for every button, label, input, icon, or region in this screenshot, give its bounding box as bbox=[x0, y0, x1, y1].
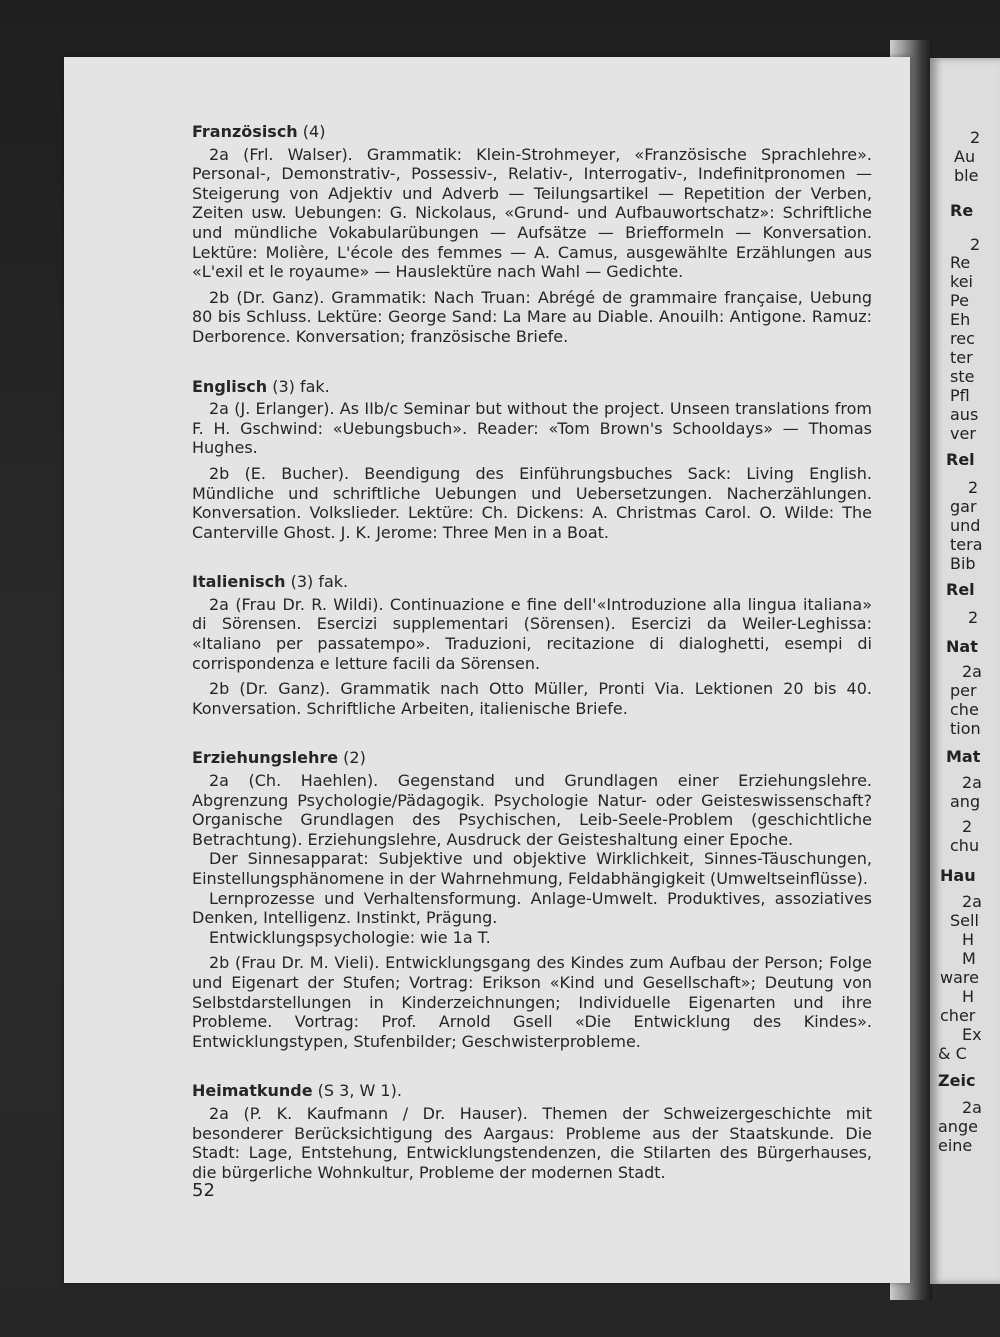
facing-page-fragment: Zeic bbox=[938, 1071, 976, 1090]
facing-page-fragment: 2a bbox=[962, 662, 982, 681]
page-number: 52 bbox=[192, 1180, 215, 1201]
facing-page-fragment: 2a bbox=[962, 1098, 982, 1117]
facing-page-fragment: kei bbox=[950, 272, 973, 291]
facing-page-fragment: tion bbox=[950, 719, 981, 738]
facing-page-fragment: H bbox=[962, 987, 975, 1006]
facing-page-fragment: H bbox=[962, 930, 975, 949]
section-franzoesisch bbox=[192, 122, 872, 347]
section-title: Italienisch bbox=[192, 572, 286, 592]
section-title: Erziehungslehre bbox=[192, 748, 339, 768]
facing-page-fragment: 2 bbox=[970, 235, 981, 254]
facing-page-fragment: Hau bbox=[940, 866, 976, 885]
facing-page-fragment: ste bbox=[950, 367, 975, 386]
facing-page-fragment: cher bbox=[940, 1006, 976, 1025]
paragraph: 2a (Ch. Haehlen). Gegenstand und Grundlagen einer Erziehungslehre. Abgrenzung Psychologie/Pädagogik. Psychologie Natur- oder Geisteswissenschaft? Organische Grundlagen des Psychischen, Leib-Seele-Problem (geschichtliche Betrachtung). Erziehungslehre, Ausdruck der Geisteshaltung einer Epoche. bbox=[192, 771, 872, 849]
section-englisch bbox=[192, 377, 872, 543]
facing-page-fragment: 2 bbox=[962, 817, 973, 836]
facing-page-fragment: ang bbox=[950, 792, 981, 811]
facing-page-fragment: Ex bbox=[962, 1025, 982, 1044]
section-hours: (3) fak. bbox=[267, 376, 330, 396]
section-hours: (S 3, W 1). bbox=[312, 1081, 402, 1101]
paragraph: 2a (J. Erlanger). As IIb/c Seminar but without the project. Unseen translations from F. H. Gschwind: «Uebungsbuch». Reader: «Tom Brown's Schooldays» — Thomas Hughes. bbox=[192, 399, 872, 458]
facing-page-fragment: gar bbox=[950, 497, 977, 516]
facing-page-fragment: eine bbox=[938, 1136, 973, 1155]
paragraph: 2b (Dr. Ganz). Grammatik: Nach Truan: Abrégé de grammaire française, Uebung 80 bis Schluss. Lektüre: George Sand: La Mare au Diable. Anouilh: Antigone. Ramuz: Derborence. Konversation; französische Briefe. bbox=[192, 287, 872, 346]
section-hours: (3) fak. bbox=[285, 572, 349, 592]
facing-page-fragment: tera bbox=[950, 535, 983, 554]
facing-page-fragment: chu bbox=[950, 836, 980, 855]
facing-page-fragment: Au bbox=[954, 147, 976, 166]
facing-page-fragment: 2a bbox=[962, 773, 982, 792]
facing-page-fragment: und bbox=[950, 516, 981, 535]
facing-page-fragment: aus bbox=[950, 405, 979, 424]
paragraph: 2a (P. K. Kaufmann / Dr. Hauser). Themen der Schweizergeschichte mit besonderer Berücksichtigung des Aargaus: Probleme aus der Staatskunde. Die Stadt: Lage, Entstehung, Entwicklungstendenzen, die Stilarten des Bürgerhauses, die bürgerliche Wohnkultur, Probleme der modernen Stadt. bbox=[192, 1103, 872, 1182]
facing-page-fragment: Eh bbox=[950, 310, 971, 329]
facing-page-fragment: per bbox=[950, 681, 977, 700]
facing-page-fragment: 2a bbox=[962, 892, 982, 911]
facing-page-fragment: ter bbox=[950, 348, 973, 367]
paragraph: 2b (E. Bucher). Beendigung des Einführungsbuches Sack: Living English. Mündliche und schriftliche Uebungen und Uebersetzungen. Nacherzählungen. Konversation. Volkslieder. Lektüre: Ch. Dickens: A. Christmas Carol. O. Wilde: The Canterville Ghost. J. K. Jerome: Three Men in a Boat. bbox=[192, 463, 872, 542]
facing-page-fragment: Bib bbox=[950, 554, 976, 573]
facing-page-fragment: Nat bbox=[946, 637, 978, 656]
facing-page-fragment: Pfl bbox=[950, 386, 970, 405]
facing-page-fragment: Re bbox=[950, 253, 971, 272]
facing-page bbox=[930, 58, 1000, 1284]
facing-page-fragment: ble bbox=[954, 166, 979, 185]
section-title: Französisch bbox=[192, 122, 298, 141]
facing-page-fragment: 2 bbox=[968, 478, 979, 497]
section-heading bbox=[192, 748, 872, 768]
section-heimatkunde bbox=[192, 1081, 872, 1182]
facing-page-fragment: ware bbox=[940, 968, 979, 987]
paragraph: 2b (Dr. Ganz). Grammatik nach Otto Müller, Pronti Via. Lektionen 20 bis 40. Konversation. Schriftliche Arbeiten, italienische Briefe. bbox=[192, 679, 872, 718]
paragraph: Entwicklungspsychologie: wie 1a T. bbox=[209, 927, 491, 947]
section-hours: (2) bbox=[338, 748, 366, 768]
facing-page-fragment: ange bbox=[938, 1117, 978, 1136]
facing-page-fragment: rec bbox=[950, 329, 975, 348]
facing-page-fragment: Mat bbox=[946, 747, 981, 766]
paragraph: Der Sinnesapparat: Subjektive und objektive Wirklichkeit, Sinnes-Täuschungen, Einstellungsphänomene in der Wahrnehmung, Feldabhängigkeit (Umweltseinflüsse). bbox=[192, 849, 872, 888]
section-heading bbox=[192, 377, 872, 397]
section-heading bbox=[192, 122, 872, 142]
section-title: Englisch bbox=[192, 376, 268, 396]
paragraph: 2a (Frau Dr. R. Wildi). Continuazione e fine dell'«Introduzione alla lingua italiana» di Sörensen. Esercizi supplementari (Sörensen). Esercizi da Weiler-Leghissa: «Italiano per passatempo». Traduzioni, recitazione di dialoghetti, esempi di corrispondenza e letture facili da Sörensen. bbox=[192, 594, 872, 673]
page-content bbox=[192, 122, 872, 1188]
section-hours: (4) bbox=[297, 122, 326, 141]
facing-page-fragment: Sell bbox=[950, 911, 979, 930]
facing-page-fragment: & C bbox=[938, 1044, 967, 1063]
facing-page-fragment: Rel bbox=[946, 450, 975, 469]
section-title: Heimatkunde bbox=[192, 1081, 313, 1101]
section-heading bbox=[192, 572, 872, 592]
facing-page-fragment: 2 bbox=[970, 128, 981, 147]
facing-page-fragment: M bbox=[962, 949, 976, 968]
facing-page-fragment: Rel bbox=[946, 580, 975, 599]
section-italienisch bbox=[192, 572, 872, 718]
facing-page-fragment: Re bbox=[950, 201, 974, 220]
facing-page-fragment: 2 bbox=[968, 608, 979, 627]
facing-page-fragment: Pe bbox=[950, 291, 969, 310]
facing-page-fragment: ver bbox=[950, 424, 976, 443]
section-heading bbox=[192, 1081, 872, 1101]
paragraph: Lernprozesse und Verhaltensformung. Anlage-Umwelt. Produktives, assoziatives Denken, Intelligenz. Instinkt, Prägung. bbox=[192, 888, 872, 928]
paragraph: 2a (Frl. Walser). Grammatik: Klein-Strohmeyer, «Französische Sprachlehre». Personal-, Demonstrativ-, Possessiv-, Relativ-, Interrogativ-, Indefinitpronomen — Steigerung von Adjektiv und Adverb — Teilungsartikel — Repetition der Verben, Zeiten usw. Uebungen: G. Nickolaus, «Grund- und Aufbauwortschatz»: Schriftliche und mündliche Vokabularübungen — Aufsätze — Briefformeln — Konversation. Lektüre: Molière, L'école des femmes — A. Camus, ausgewählte Erzählungen aus «L'exil et le royaume» — Hauslektüre nach Wahl — Gedichte. bbox=[192, 144, 872, 282]
section-erziehungslehre bbox=[192, 748, 872, 1051]
paragraph: 2b (Frau Dr. M. Vieli). Entwicklungsgang des Kindes zum Aufbau der Person; Folge und Eigenart der Stufen; Vortrag: Erikson «Kind und Gesellschaft»; Deutung von Selbstdarstellungen in Kinderzeichnungen; Individuelle Eigenarten und ihre Probleme. Vortrag: Prof. Arnold Gsell «Die Entwicklung des Kindes». Entwicklungstypen, Stufenbilder; Geschwisterprobleme. bbox=[192, 953, 872, 1051]
facing-page-fragment: che bbox=[950, 700, 979, 719]
